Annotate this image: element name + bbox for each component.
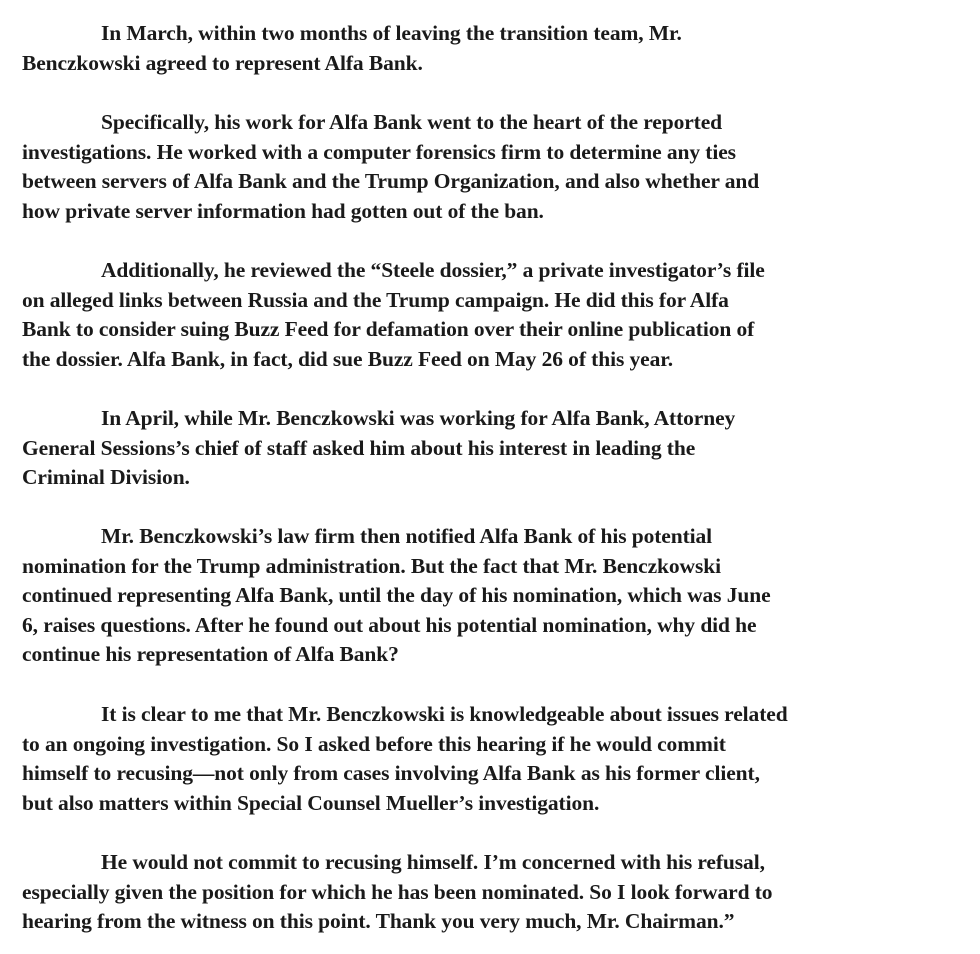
- paragraph-line: hearing from the witness on this point. Thank you very much, Mr. Chairman.”: [22, 909, 735, 934]
- paragraph-line: Mr. Benczkowski’s law firm then notified Alfa Bank of his potential: [101, 524, 713, 548]
- paragraph-line: It is clear to me that Mr. Benczkowski is knowledgeable about issues related: [101, 702, 788, 726]
- paragraph-1: [22, 19, 972, 78]
- paragraph-line: but also matters within Special Counsel Mueller’s investigation.: [22, 790, 600, 815]
- paragraph-line: Criminal Division.: [22, 465, 190, 490]
- paragraph-line: Additionally, he reviewed the “Steele dossier,” a private investigator’s file: [101, 258, 765, 282]
- paragraph-line: between servers of Alfa Bank and the Trump Organization, and also whether and: [22, 169, 760, 194]
- paragraph-line: the dossier. Alfa Bank, in fact, did sue Buzz Feed on May 26 of this year.: [22, 346, 673, 371]
- paragraph-line: He would not commit to recusing himself. I’m concerned with his refusal,: [101, 850, 765, 874]
- paragraph-3: [22, 256, 972, 374]
- paragraph-7: [22, 848, 972, 937]
- paragraph-line: Bank to consider suing Buzz Feed for defamation over their online publication of: [22, 317, 755, 342]
- paragraph-line: continued representing Alfa Bank, until the day of his nomination, which was June: [22, 583, 771, 608]
- paragraph-line: Benczkowski agreed to represent Alfa Bank.: [22, 50, 423, 75]
- paragraph-line: himself to recusing—not only from cases involving Alfa Bank as his former client,: [22, 761, 760, 786]
- paragraph-line: especially given the position for which he has been nominated. So I look forward to: [22, 879, 773, 904]
- paragraph-line: investigations. He worked with a computer forensics firm to determine any ties: [22, 139, 736, 164]
- paragraph-2: [22, 108, 972, 226]
- paragraph-line: continue his representation of Alfa Bank?: [22, 642, 399, 667]
- paragraph-line: Specifically, his work for Alfa Bank went to the heart of the reported: [101, 110, 723, 134]
- paragraph-line: In March, within two months of leaving the transition team, Mr.: [101, 21, 682, 45]
- paragraph-line: to an ongoing investigation. So I asked before this hearing if he would commit: [22, 731, 726, 756]
- paragraph-line: 6, raises questions. After he found out about his potential nomination, why did he: [22, 612, 757, 637]
- paragraph-line: on alleged links between Russia and the Trump campaign. He did this for Alfa: [22, 287, 729, 312]
- paragraph-4: [22, 404, 972, 493]
- paragraph-line: how private server information had gotten out of the ban.: [22, 198, 544, 223]
- paragraph-5: [22, 522, 972, 670]
- paragraph-line: General Sessions’s chief of staff asked him about his interest in leading the: [22, 435, 696, 460]
- paragraph-line: nomination for the Trump administration. But the fact that Mr. Benczkowski: [22, 553, 721, 578]
- paragraph-line: In April, while Mr. Benczkowski was working for Alfa Bank, Attorney: [101, 406, 736, 430]
- paragraph-6: [22, 700, 972, 818]
